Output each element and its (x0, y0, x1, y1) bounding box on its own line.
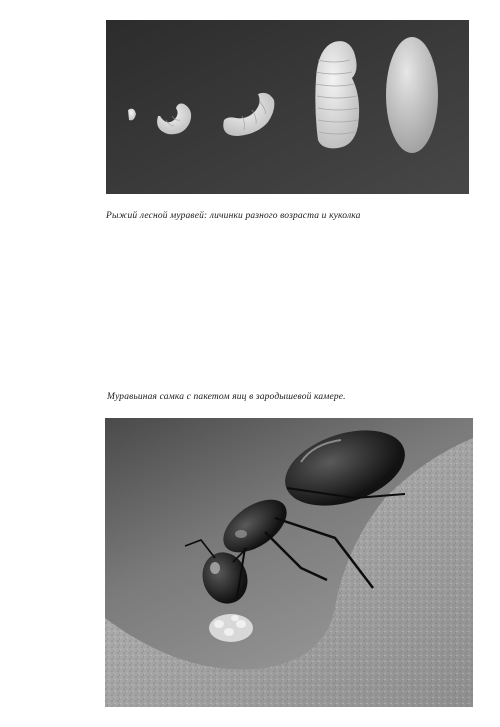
egg-packet (209, 614, 253, 642)
larvae-photo (106, 20, 469, 194)
pupa (386, 37, 438, 153)
ant-queen-photo (105, 418, 473, 707)
caption-queen: Муравьиная самка с пакетом яиц в зародышевой камере. (107, 392, 346, 402)
larvae-illustration (106, 20, 469, 194)
caption-larvae: Рыжий лесной муравей: личинки разного возраста и куколка (106, 211, 361, 221)
ant-queen-illustration (105, 418, 473, 707)
